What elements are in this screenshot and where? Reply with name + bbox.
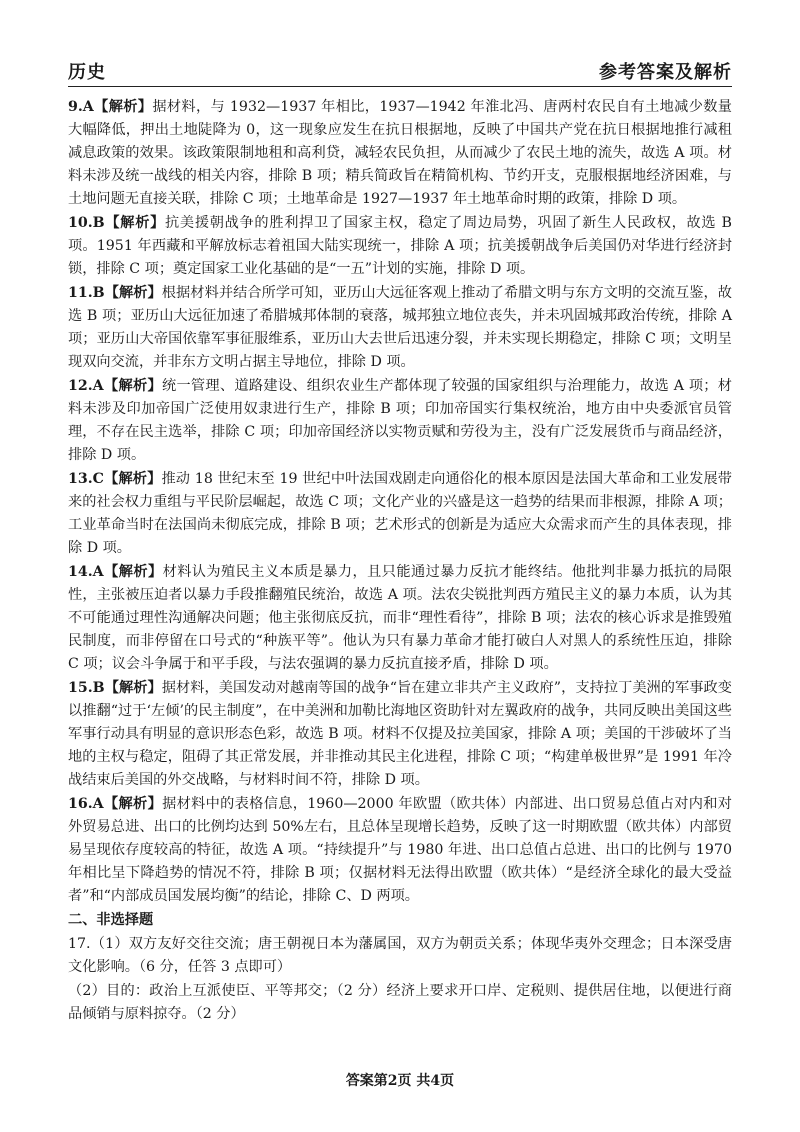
answer-number: 10.B [68, 215, 105, 231]
answer-item-17-part2: （2）目的：政治上互派使臣、平等邦交；（2 分）经济上要求开口岸、定税则、提供居住地，以便进行商品倾销与原料掠夺。（2 分） [68, 983, 732, 1022]
analysis-text: 根据材料并结合所学可知，亚历山大远征客观上推动了希腊文明与东方文明的交流互鉴，故选 B 项；亚历山大远征加速了希腊城邦体制的衰落，城邦独立地位丧失，并未巩固城邦政治传统，排除 A 项；亚历山大帝国依靠军事征服维系，亚历山大去世后迅速分裂，并未实现长期稳定，排除 C 项；文明呈现双向交流，并非东方文明占据主导地位，排除 D 项。 [68, 285, 732, 370]
analysis-text: 统一管理、道路建设、组织农业生产都体现了较强的国家组织与治理能力，故选 A 项；材料未涉及印加帝国广泛使用奴隶进行生产，排除 B 项；印加帝国实行集权统治，地方由中央委派官员管理，不存在民主选举，排除 C 项；印加帝国经济以实物贡赋和劳役为主，没有广泛发展货币与商品经济，排除 D 项。 [68, 378, 732, 463]
answer-item-16 [68, 793, 732, 908]
answer-item-11 [68, 282, 732, 374]
page-footer: 答案第2页 共4页 [345, 1073, 455, 1089]
answer-item-13 [68, 468, 732, 560]
analysis-tag: 【解析】 [104, 285, 162, 301]
answer-item-10 [68, 212, 732, 281]
page-header [68, 56, 732, 87]
answer-item-15 [68, 677, 732, 792]
analysis-tag: 【解析】 [103, 378, 162, 394]
analysis-text: 据材料，美国发动对越南等国的战争“旨在建立非共产主义政府”，支持拉丁美洲的军事政变以推翻“过于‘左倾’的民主制度”，在中美洲和加勒比海地区资助针对左翼政府的战争，共同反映出美国这些军事行动具有明显的意识形态色彩，故选 B 项。材料不仅提及拉美国家，排除 A 项；美国的干涉破坏了当地的主权与稳定，阻碍了其正常发展，并非推动其民主化进程，排除 C 项；“构建单极世界”是 1991 年冷战结束后美国的外交战略，与材料时间不符，排除 D 项。 [68, 680, 732, 788]
document-title: 参考答案及解析 [599, 62, 732, 83]
analysis-tag: 【解析】 [103, 564, 163, 580]
answer-number: 12.A [68, 378, 104, 394]
answer-number: 11.B [68, 285, 105, 301]
analysis-tag: 【解析】 [103, 796, 163, 812]
answer-content [68, 96, 732, 1027]
subject-title: 历史 [68, 62, 106, 83]
analysis-text: 据材料，与 1932—1937 年相比，1937—1942 年淮北冯、唐两村农民自有土地减少数量大幅降低，押出土地陡降为 0，这一现象应发生在抗日根据地，反映了中国共产党在抗日根据地推行减租减息政策的效果。该政策限制地租和高利贷，减轻农民负担，从而减少了农民土地的流失，故选 A 项。材料未涉及统一战线的相关内容，排除 B 项；精兵简政旨在精简机构、节约开支，克服根据地经济困难，与土地问题无直接关联，排除 C 项；土地革命是 1927—1937 年土地革命时期的政策，排除 D 项。 [68, 99, 732, 207]
answer-number: 14.A [68, 564, 104, 580]
analysis-tag: 【解析】 [104, 680, 162, 696]
answer-number: 9.A [68, 99, 94, 115]
analysis-text: 抗美援朝战争的胜利捍卫了国家主权，稳定了周边局势，巩固了新生人民政权，故选 B 项。1951 年西藏和平解放标志着祖国大陆实现统一，排除 A 项；抗美援朝战争后美国仍对华进行经济封锁，排除 C 项；奠定国家工业化基础的是“一五”计划的实施，排除 D 项。 [68, 215, 732, 277]
analysis-text: 据材料中的表格信息，1960—2000 年欧盟（欧共体）内部进、出口贸易总值占对内和对外贸易总进、出口的比例均达到 50%左右，且总体呈现增长趋势，反映了这一时期欧盟（欧共体）内部贸易呈现依存度较高的特征，故选 A 项。“持续提升”与 1980 年进、出口总值占总进、出口的比例与 1970 年相比呈下降趋势的情况不符，排除 B 项；仅据材料无法得出欧盟（欧共体）“是经济全球化的最大受益者”和“内部成员国发展均衡”的结论，排除 C、D 两项。 [68, 796, 732, 904]
answer-item-9 [68, 96, 732, 211]
answer-item-17-part1: 17.（1）双方友好交往交流；唐王朝视日本为藩属国，双方为朝贡关系；体现华夷外交理念；日本深受唐文化影响。（6 分，任答 3 点即可） [68, 936, 732, 975]
analysis-tag: 【解析】 [93, 99, 153, 115]
answer-number: 16.A [68, 796, 104, 812]
answer-item-12 [68, 375, 732, 467]
analysis-tag: 【解析】 [104, 215, 166, 231]
analysis-text: 材料认为殖民主义本质是暴力，且只能通过暴力反抗才能终结。他批判非暴力抵抗的局限性，主张被压迫者以暴力手段推翻殖民统治，故选 A 项。法农尖锐批判西方殖民主义的暴力本质，认为其不可能通过理性沟通解决问题；他主张彻底反抗，而非“理性看待”，排除 B 项；法农的核心诉求是推毁殖民制度，而非停留在口号式的“种族平等”。他认为只有暴力革命才能打破白人对黑人的系统性压迫，排除 C 项；议会斗争属于和平手段，与法农强调的暴力反抗直接矛盾，排除 D 项。 [68, 564, 732, 672]
analysis-text: 推动 18 世纪末至 19 世纪中叶法国戏剧走向通俗化的根本原因是法国大革命和工业发展带来的社会权力重组与平民阶层崛起，故选 C 项；文化产业的兴盛是这一趋势的结果而非根源，排除 A 项；工业革命当时在法国尚未彻底完成，排除 B 项；艺术形式的创新是为适应大众需求而产生的具体表现，排除 D 项。 [68, 471, 732, 556]
answer-number: 13.C [68, 471, 104, 487]
answer-item-14 [68, 561, 732, 676]
analysis-tag: 【解析】 [103, 471, 162, 487]
section-title: 二、非选择题 [68, 912, 154, 928]
answer-number: 15.B [68, 680, 105, 696]
